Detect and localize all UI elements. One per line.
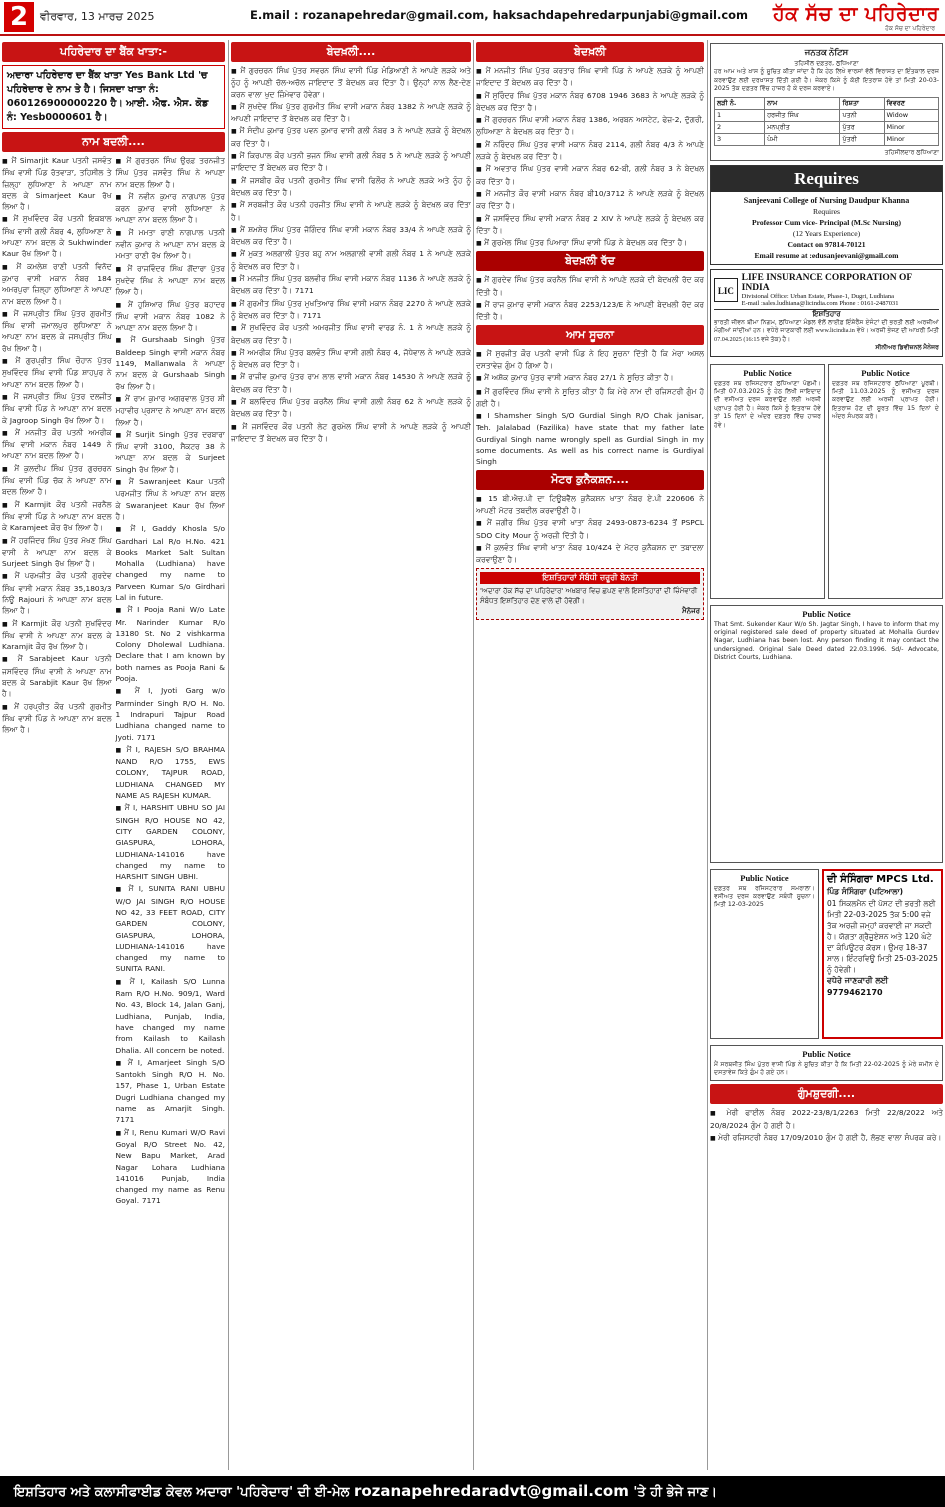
lic-address: Divisional Office: Urban Estate, Phase-1, Dugri, Ludhiana (741, 293, 895, 301)
issue-date: ਵੀਰਵਾਰ, 13 ਮਾਰਚ 2025 (40, 10, 155, 23)
list-item: ■ ਮੈਂ ਸਰਬਜੀਤ ਕੌਰ ਪਤਨੀ ਹਰਜੀਤ ਸਿੰਘ ਵਾਸੀ ਨੇ ਆਪਣੇ ਲੜਕੇ ਨੂੰ ਬੇਦਖ਼ਲ ਕਰ ਦਿੱਤਾ ਹੈ। (231, 199, 471, 223)
list-item: ■ ਮੈਂ ਅਵਤਾਰ ਸਿੰਘ ਪੁੱਤਰ ਵਾਸੀ ਮਕਾਨ ਨੰਬਰ 62-ਬੀ, ਗਲੀ ਨੰਬਰ 3 ਨੇ ਬੇਦਖ਼ਲ ਕਰ ਦਿੱਤਾ ਹੈ। (476, 163, 704, 187)
list-item: ■ ਮੈਂ ਹੁਸ਼ਿਆਰ ਸਿੰਘ ਪੁੱਤਰ ਬਹਾਦਰ ਸਿੰਘ ਵਾਸੀ ਮਕਾਨ ਨੰਬਰ 1082 ਨੇ ਆਪਣਾ ਨਾਮ ਬਦਲ ਲਿਆ ਹੈ। (116, 299, 226, 334)
list-item: ■ ਮੈਂ ਪਰਮਜੀਤ ਕੌਰ ਪਤਨੀ ਗੁਰਦੇਵ ਸਿੰਘ ਵਾਸੀ ਮਕਾਨ ਨੰਬਰ 35,1803/3 ਨਿਊ Rajouri ਨੇ ਆਪਣਾ ਨਾਮ ਬਦਲ ਲਿਆ ਹੈ। (2, 570, 112, 616)
requires-line: Requires (813, 207, 840, 217)
list-item: ■ ਮੈਂ ਜਸਵਿੰਦਰ ਕੌਰ ਪਤਨੀ ਲੇਟ ਗੁਰਮੇਲ ਸਿੰਘ ਵਾਸੀ ਨੇ ਆਪਣੇ ਲੜਕੇ ਨੂੰ ਆਪਣੀ ਜਾਇਦਾਦ ਤੋਂ ਬੇਦਖ਼ਲ ਕਰ ਦਿੱਤਾ ਹੈ। (231, 421, 471, 445)
list-item: ■ ਮੈਂ ਹਰਜਿੰਦਰ ਸਿੰਘ ਪੁੱਤਰ ਮੱਖਣ ਸਿੰਘ ਵਾਸੀ ਨੇ ਆਪਣਾ ਨਾਮ ਬਦਲ ਕੇ Surjeet Singh ਰੱਖ ਲਿਆ ਹੈ। (2, 535, 112, 570)
list-item: ■ ਮੈਂ I, Jyoti Garg w/o Parminder Singh R/O H. No. 1 Indrapuri Tajpur Road Ludhiana changed name to Jyoti. 7171 (116, 685, 226, 742)
table-cell: ਪੰਮੀ (765, 133, 840, 145)
general-notice-list (476, 348, 704, 468)
table-cell: ਮਨਪ੍ਰੀਤ (765, 121, 840, 133)
list-item: ■ ਮੈਂ ਮਨਜੀਤ ਸਿੰਘ ਪੁੱਤਰ ਕਰਤਾਰ ਸਿੰਘ ਵਾਸੀ ਪਿੰਡ ਨੇ ਆਪਣੇ ਲੜਕੇ ਨੂੰ ਆਪਣੀ ਜਾਇਦਾਦ ਤੋਂ ਬੇਦਖ਼ਲ ਕਰ ਦਿੱਤਾ ਹੈ। (476, 65, 704, 89)
list-item: ■ ਮੇਰੀ ਰਜਿਸਟਰੀ ਨੰਬਰ 17/09/2010 ਗੁੰਮ ਹੋ ਗਈ ਹੈ, ਲੱਭਣ ਵਾਲਾ ਸੰਪਰਕ ਕਰੇ। (710, 1132, 943, 1144)
list-item: ■ ਮੈਂ Gurshaab Singh ਪੁੱਤਰ Baldeep Singh ਵਾਸੀ ਮਕਾਨ ਨੰਬਰ 1149, Mallanwala ਨੇ ਆਪਣਾ ਨਾਮ ਬਦਲ ਕੇ Gurshaab Singh ਰੱਖ ਲਿਆ ਹੈ। (116, 334, 226, 391)
heirs-table (714, 97, 939, 146)
table-cell: ਪੁੱਤਰੀ (840, 133, 884, 145)
list-item: ■ ਮੈਂ ਮਨਜੀਤ ਕੌਰ ਪਤਨੀ ਅਮਰੀਕ ਸਿੰਘ ਵਾਸੀ ਮਕਾਨ ਨੰਬਰ 1449 ਨੇ ਆਪਣਾ ਨਾਮ ਬਦਲ ਲਿਆ ਹੈ। (2, 427, 112, 462)
resume-email: Email resume at :edusanjeevani@gmail.com (754, 251, 899, 261)
public-notice-text: ਦਫ਼ਤਰ ਸਬ ਰਜਿਸਟਰਾਰ ਲੁਧਿਆਣਾ ਪੂਰਬੀ। ਮਿਤੀ 11.03.2025 ਨੂੰ ਵਸੀਅਤ ਦਰਜ ਕਰਵਾਉਣ ਲਈ ਅਰਜ਼ੀ ਪ੍ਰਾਪਤ ਹੋਈ। ਇਤਰਾਜ਼ ਹੋਣ ਦੀ ਸੂਰਤ ਵਿੱਚ 15 ਦਿਨਾਂ ਦੇ ਅੰਦਰ ਸੰਪਰਕ ਕਰੋ। (832, 379, 939, 421)
list-item: ■ ਮੈਂ ਸੰਦੀਪ ਕੁਮਾਰ ਪੁੱਤਰ ਪਵਨ ਕੁਮਾਰ ਵਾਸੀ ਗਲੀ ਨੰਬਰ 3 ਨੇ ਆਪਣੇ ਲੜਕੇ ਨੂੰ ਬੇਦਖ਼ਲ ਕਰ ਦਿੱਤਾ ਹੈ। (231, 125, 471, 149)
list-item: ■ ਮੈਂ ਬਲਵਿੰਦਰ ਸਿੰਘ ਪੁੱਤਰ ਕਰਨੈਲ ਸਿੰਘ ਵਾਸੀ ਗਲੀ ਨੰਬਰ 62 ਨੇ ਆਪਣੇ ਲੜਕੇ ਨੂੰ ਬੇਦਖ਼ਲ ਕਰ ਦਿੱਤਾ ਹੈ। (231, 396, 471, 420)
page-number: 2 (4, 2, 34, 32)
list-item: ■ ਮੈਂ ਗੁਰਮੀਤ ਸਿੰਘ ਪੁੱਤਰ ਮੁਖਤਿਆਰ ਸਿੰਘ ਵਾਸੀ ਮਕਾਨ ਨੰਬਰ 2270 ਨੇ ਆਪਣੇ ਲੜਕੇ ਨੂੰ ਬੇਦਖ਼ਲ ਕਰ ਦਿੱਤਾ ਹੈ। 7171 (231, 298, 471, 322)
column-divider (473, 40, 474, 1470)
list-item: ■ ਮੈਂ ਸੁਰਿੰਦਰ ਸਿੰਘ ਪੁੱਤਰ ਮਕਾਨ ਨੰਬਰ 6708 1946 3683 ਨੇ ਆਪਣੇ ਲੜਕੇ ਨੂੰ ਬੇਦਖ਼ਲ ਕਰ ਦਿੱਤਾ ਹੈ। (476, 90, 704, 114)
list-item: ■ ਮੈਂ ਅਸ਼ੋਕ ਕੁਮਾਰ ਪੁੱਤਰ ਵਾਸੀ ਮਕਾਨ ਨੰਬਰ 27/1 ਨੇ ਸੂਚਿਤ ਕੀਤਾ ਹੈ। (476, 372, 704, 384)
list-item: ■ ਮੈਂ ਮਨਜੀਤ ਕੌਰ ਵਾਸੀ ਮਕਾਨ ਨੰਬਰ ਬੀ10/3712 ਨੇ ਆਪਣੇ ਲੜਕੇ ਨੂੰ ਬੇਦਖ਼ਲ ਕਰ ਦਿੱਤਾ ਹੈ। (476, 188, 704, 212)
table-header-cell: ਨਾਮ (765, 97, 840, 109)
list-item: ■ ਮੈਂ ਗੁਰਮੇਲ ਸਿੰਘ ਪੁੱਤਰ ਪਿਆਰਾ ਸਿੰਘ ਵਾਸੀ ਪਿੰਡ ਨੇ ਬੇਦਖ਼ਲ ਕਰ ਦਿੱਤਾ ਹੈ। (476, 237, 704, 249)
disinheritance-list-2 (476, 65, 704, 249)
bank-details: ਅਦਾਰਾ ਪਹਿਰੇਦਾਰ ਦਾ ਬੈਂਕ ਖਾਤਾ Yes Bank Ltd 'ਚ ਪਹਿਰੇਦਾਰ ਦੇ ਨਾਮ ਤੇ ਹੈ। ਜਿਸਦਾ ਖਾਤਾ ਨੰ: 060126900000220 ਹੈ। ਆਈ. ਐਫ. ਐਸ. ਕੋਡ ਨੰ: Yesb0000601 ਹੈ। (2, 65, 225, 129)
list-item: ■ I Shamsher Singh S/O Gurdial Singh R/O Chak janisar, Teh. Jalalabad (Fazilika) have state that my father late Gurdiyal Singh name wrongly spell as Gurdial Singh in my some documents. As well as his correct name is Gurdiyal Singh (476, 410, 704, 467)
page-footer (0, 1476, 945, 1507)
list-item: ■ ਮੈਂ I, HARSHIT UBHU SO JAI SINGH R/O HOUSE NO 42, CITY GARDEN COLONY, GIASPURA, LOHORA, LUDHIANA-141016 have changed my name to HARSHIT SINGH UBHI. (116, 802, 226, 882)
list-item: ■ ਮੈਂ ਨਰਿੰਦਰ ਸਿੰਘ ਪੁੱਤਰ ਵਾਸੀ ਮਕਾਨ ਨੰਬਰ 2114, ਗਲੀ ਨੰਬਰ 4/3 ਨੇ ਆਪਣੇ ਲੜਕੇ ਨੂੰ ਬੇਦਖ਼ਲ ਕਰ ਦਿੱਤਾ ਹੈ। (476, 139, 704, 163)
list-item: ■ ਮੈਂ I, Amarjeet Singh S/O Santokh Singh R/O H. No. 157, Phase 1, Urban Estate Dugri Ludhiana changed my name as Amarjit Singh. 7171 (116, 1057, 226, 1126)
list-item: ■ ਮੈਂ ਰਾਜੀਵ ਕੁਮਾਰ ਪੁੱਤਰ ਰਾਮ ਲਾਲ ਵਾਸੀ ਮਕਾਨ ਨੰਬਰ 14530 ਨੇ ਆਪਣੇ ਲੜਕੇ ਨੂੰ ਬੇਦਖ਼ਲ ਕਰ ਦਿੱਤਾ ਹੈ। (231, 371, 471, 395)
column-divider (228, 40, 229, 1470)
table-header-cell: ਰਿਸ਼ਤਾ (840, 97, 884, 109)
list-item: ■ ਮੈਂ ਮਮਤਾ ਰਾਣੀ ਨਾਗਪਾਲ ਪਤਨੀ ਨਵੀਨ ਕੁਮਾਰ ਨੇ ਆਪਣਾ ਨਾਮ ਬਦਲ ਕੇ ਮਮਤਾ ਰਾਣੀ ਰੱਖ ਲਿਆ ਹੈ। (116, 227, 226, 262)
list-item: ■ ਮੈਂ ਕਿਰਪਾਲ ਕੌਰ ਪਤਨੀ ਭਜਨ ਸਿੰਘ ਵਾਸੀ ਗਲੀ ਨੰਬਰ 5 ਨੇ ਆਪਣੇ ਲੜਕੇ ਨੂੰ ਆਪਣੀ ਜਾਇਦਾਦ ਤੋਂ ਬੇਦਖ਼ਲ ਕਰ ਦਿੱਤਾ ਹੈ। (231, 150, 471, 174)
lic-notice-label: ਇਸ਼ਤਿਹਾਰ (714, 309, 939, 319)
list-item: ■ ਮੈਂ ਅਮਰੀਕ ਸਿੰਘ ਪੁੱਤਰ ਬਲਵੰਤ ਸਿੰਘ ਵਾਸੀ ਗਲੀ ਨੰਬਰ 4, ਜੋਧੇਵਾਲ ਨੇ ਆਪਣੇ ਲੜਕੇ ਨੂੰ ਬੇਦਖ਼ਲ ਕਰ ਦਿੱਤਾ ਹੈ। (231, 347, 471, 371)
disinheritance-heading-2: ਬੇਦਖ਼ਲੀ (476, 42, 704, 62)
public-notice-text: ਮੈਂ ਸਰਬਜੀਤ ਸਿੰਘ ਪੁੱਤਰ ਵਾਸੀ ਪਿੰਡ ਨੇ ਸੂਚਿਤ ਕੀਤਾ ਹੈ ਕਿ ਮਿਤੀ 22-02-2025 ਨੂੰ ਮੇਰੇ ਜ਼ਮੀਨ ਦੇ ਦਸਤਾਵੇਜ਼ ਕਿਤੇ ਗੁੰਮ ਹੋ ਗਏ ਹਨ। (714, 1060, 939, 1077)
tehsil-notice-sub: ਤਹਿਸੀਲ ਦਫ਼ਤਰ, ਲੁਧਿਆਣਾ (794, 60, 859, 67)
disinheritance-heading: ਬੇਦਖ਼ਲੀ.... (231, 42, 471, 62)
table-row (715, 133, 939, 145)
name-change-list-left (2, 155, 112, 1208)
table-cell: Widow (884, 109, 938, 121)
header-email: E.mail : rozanapehredar@gmail.com, haksachdapehredarpunjabi@gmail.com (250, 8, 749, 22)
column-disinheritance (231, 40, 471, 1470)
table-cell: Minor (884, 121, 938, 133)
lic-advert (710, 269, 943, 357)
public-notice-1 (710, 364, 825, 599)
list-item: ■ ਮੈਂ ਰਾਮ ਕੁਮਾਰ ਅਗਰਵਾਲ ਪੁੱਤਰ ਸ਼ੀ ਮਹਾਵੀਰ ਪ੍ਰਸਾਦ ਨੇ ਆਪਣਾ ਨਾਮ ਬਦਲ ਲਿਆ ਹੈ। (116, 393, 226, 428)
general-notice-heading: ਆਮ ਸੂਚਨਾ (476, 325, 704, 345)
footer-email[interactable]: rozanapehredaradvt@gmail.com (353, 1482, 629, 1500)
list-item: ■ 15 ਬੀ.ਐਚ.ਪੀ ਦਾ ਟਿਊਬਵੈੱਲ ਕੁਨੈਕਸ਼ਨ ਖਾਤਾ ਨੰਬਰ ਏ.ਪੀ 220606 ਨੇ ਆਪਣੀ ਮੋਟਰ ਤਬਦੀਲ ਕਰਵਾਉਣੀ ਹੈ। (476, 493, 704, 517)
disclaimer-text: 'ਅਦਾਰਾ ਹੱਕ ਸੱਚ ਦਾ ਪਹਿਰੇਦਾਰ' ਅਖ਼ਬਾਰ ਵਿਚ ਛਪਣ ਵਾਲੇ ਇਸ਼ਤਿਹਾਰਾਂ ਦੀ ਜ਼ਿੰਮੇਵਾਰੀ ਸੰਬੰਧਤ ਇਸ਼ਤਿਹਾਰ ਦੇਣ ਵਾਲੇ ਦੀ ਹੋਵੇਗੀ। (480, 587, 698, 606)
list-item: ■ ਮੈਂ Karmjit ਕੌਰ ਪਤਨੀ ਜਰਨੈਲ ਸਿੰਘ ਵਾਸੀ ਪਿੰਡ ਨੇ ਆਪਣਾ ਨਾਮ ਬਦਲ ਕੇ Karamjeet ਕੌਰ ਰੱਖ ਲਿਆ ਹੈ। (2, 499, 112, 534)
list-item: ■ ਮੈਂ ਸ਼ਮਸ਼ੇਰ ਸਿੰਘ ਪੁੱਤਰ ਜੋਗਿੰਦਰ ਸਿੰਘ ਵਾਸੀ ਮਕਾਨ ਨੰਬਰ 33/4 ਨੇ ਆਪਣੇ ਲੜਕੇ ਨੂੰ ਬੇਦਖ਼ਲ ਕਰ ਦਿੱਤਾ ਹੈ। (231, 224, 471, 248)
footer-text: ਇਸ਼ਤਿਹਾਰ ਅਤੇ ਕਲਾਸੀਫਾਈਡ ਕੇਵਲ ਅਦਾਰਾ 'ਪਹਿਰੇਦਾਰ' ਦੀ ਈ-ਮੇਲ (14, 1485, 350, 1500)
footer-tail: 'ਤੇ ਹੀ ਭੇਜੇ ਜਾਣ। (633, 1485, 718, 1500)
lic-text: ਭਾਰਤੀ ਜੀਵਨ ਬੀਮਾ ਨਿਗਮ, ਲੁਧਿਆਣਾ ਮੰਡਲ ਵੱਲੋਂ ਲਾਈਫ਼ ਇੰਸ਼ੋਰੈਂਸ ਏਜੰਟਾਂ ਦੀ ਭਰਤੀ ਲਈ ਅਰਜ਼ੀਆਂ ਮੰਗੀਆਂ ਜਾਂਦੀਆਂ ਹਨ। ਵਧੇਰੇ ਜਾਣਕਾਰੀ ਲਈ www.licindia.in ਵੇਖੋ। ਅਰਜ਼ੀ ਭੇਜਣ ਦੀ ਆਖ਼ਰੀ ਮਿਤੀ 07.04.2025 (16:15 ਵਜੇ ਤੱਕ) ਹੈ। (714, 319, 939, 343)
list-item: ■ ਮੈਂ ਗੁਰਪ੍ਰੀਤ ਸਿੰਘ ਚੌਹਾਨ ਪੁੱਤਰ ਸੁਖਵਿੰਦਰ ਸਿੰਘ ਵਾਸੀ ਪਿੰਡ ਸ਼ਾਹਪੁਰ ਨੇ ਆਪਣਾ ਨਾਮ ਬਦਲ ਲਿਆ ਹੈ। (2, 355, 112, 390)
masthead-logo: ਹੱਕ ਸੱਚ ਦਾ ਪਹਿਰੇਦਾਰ (772, 3, 939, 25)
post-name: Professor Cum vice- Principal (M.Sc Nursing) (751, 218, 902, 228)
public-notice-3 (710, 605, 943, 863)
list-item: ■ ਮੈਂ ਕੁਲਵੰਤ ਸਿੰਘ ਵਾਸੀ ਖਾਤਾ ਨੰਬਰ 10/4Z4 ਦੇ ਮੋਟਰ ਕੁਨੈਕਸ਼ਨ ਦਾ ਤਬਾਦਲਾ ਕਰਵਾਉਣਾ ਹੈ। (476, 542, 704, 566)
list-item: ■ ਮੈਂ ਗੁਰਤਰਨ ਸਿੰਘ ਉਰਫ਼ ਤਰਨਜੀਤ ਸਿੰਘ ਪੁੱਤਰ ਜਸਵੰਤ ਸਿੰਘ ਨੇ ਆਪਣਾ ਨਾਮ ਬਦਲ ਲਿਆ ਹੈ। (116, 155, 226, 190)
list-item: ■ ਮੈਂ I Pooja Rani W/o Late Mr. Narinder Kumar R/o 13180 St. No 2 vishkarma Colony Dholewal Ludhiana. Declare that I am known by both names as Pooja Rani & Pooja. (116, 604, 226, 684)
table-cell: Minor (884, 133, 938, 145)
list-item: ■ ਮੈਂ ਗੁਰਚਰਨ ਸਿੰਘ ਪੁੱਤਰ ਸਵਰਨ ਸਿੰਘ ਵਾਸੀ ਪਿੰਡ ਮੰਡਿਆਣੀ ਨੇ ਆਪਣੇ ਲੜਕੇ ਅਤੇ ਨੂੰਹ ਨੂੰ ਆਪਣੀ ਚੱਲ-ਅਚੱਲ ਜਾਇਦਾਦ ਤੋਂ ਬੇਦਖ਼ਲ ਕਰ ਦਿੱਤਾ ਹੈ। ਉਨ੍ਹਾਂ ਨਾਲ ਲੈਣ-ਦੇਣ ਕਰਨ ਵਾਲਾ ਖੁਦ ਜ਼ਿੰਮੇਵਾਰ ਹੋਵੇਗਾ। (231, 65, 471, 100)
list-item: ■ ਮੈਂ ਜਗੀਰ ਸਿੰਘ ਪੁੱਤਰ ਵਾਸੀ ਖਾਤਾ ਨੰਬਰ 2493-0873-6234 ਤੋਂ PSPCL SDO City Mour ਨੂੰ ਅਰਜ਼ੀ ਦਿੱਤੀ ਹੈ। (476, 517, 704, 541)
disinheritance-cancel-heading: ਬੇਦਖ਼ਲੀ ਰੱਦ (476, 251, 704, 271)
table-cell: 1 (715, 109, 765, 121)
list-item: ■ ਮੈਂ ਜਸਬੀਰ ਕੌਰ ਪਤਨੀ ਗੁਰਮੀਤ ਸਿੰਘ ਵਾਸੀ ਫਿਲੌਰ ਨੇ ਆਪਣੇ ਲੜਕੇ ਅਤੇ ਨੂੰਹ ਨੂੰ ਬੇਦਖ਼ਲ ਕਰ ਦਿੱਤਾ ਹੈ। (231, 175, 471, 199)
public-notice-title: Public Notice (740, 872, 789, 883)
list-item: ■ ਮੈਂ I, SUNITA RANI UBHU W/O JAI SINGH R/O HOUSE NO 42, 33 FEET ROAD, CITY GARDEN COLONY, GIASPURA, LOHORA, LUDHIANA-141016 have changed my name to SUNITA RANI. (116, 883, 226, 974)
list-item: ■ ਮੈਂ ਗੁਰਚਰਨ ਸਿੰਘ ਵਾਸੀ ਮਕਾਨ ਨੰਬਰ 1386, ਅਰਬਨ ਅਸਟੇਟ, ਫੇਜ਼-2, ਦੁੱਗਰੀ, ਲੁਧਿਆਣਾ ਨੇ ਬੇਦਖ਼ਲ ਕਰ ਦਿੱਤਾ ਹੈ। (476, 114, 704, 138)
mpcs-title: ਦੀ ਸੰਸਿੰਗਰਾ MPCS Ltd. (826, 873, 934, 885)
list-item: ■ ਮੈਂ ਸੁਖਵਿੰਦਰ ਕੌਰ ਪਤਨੀ ਇਕਬਾਲ ਸਿੰਘ ਵਾਸੀ ਗਲੀ ਨੰਬਰ 4, ਲੁਧਿਆਣਾ ਨੇ ਆਪਣਾ ਨਾਮ ਬਦਲ ਕੇ Sukhwinder Kaur ਰੱਖ ਲਿਆ ਹੈ। (2, 213, 112, 259)
list-item: ■ ਮੈਂ Sawranjeet Kaur ਪਤਨੀ ਪਰਮਜੀਤ ਸਿੰਘ ਨੇ ਆਪਣਾ ਨਾਮ ਬਦਲ ਕੇ Swaranjeet Kaur ਰੱਖ ਲਿਆ ਹੈ। (116, 476, 226, 522)
list-item: ■ ਮੈਂ ਜਸਪ੍ਰੀਤ ਸਿੰਘ ਪੁੱਤਰ ਗੁਰਮੀਤ ਸਿੰਘ ਵਾਸੀ ਜਮਾਲਪੁਰ ਲੁਧਿਆਣਾ ਨੇ ਆਪਣਾ ਨਾਮ ਬਦਲ ਕੇ ਜਸਪ੍ਰੀਤ ਸਿੰਘ ਰੱਖ ਲਿਆ ਹੈ। (2, 308, 112, 354)
list-item: ■ ਮੈਂ Surjit Singh ਪੁੱਤਰ ਦਰਬਾਰਾ ਸਿੰਘ ਵਾਸੀ 3100, ਸੈਕਟਰ 38 ਨੇ ਆਪਣਾ ਨਾਮ ਬਦਲ ਕੇ Surjeet Singh ਰੱਖ ਲਿਆ ਹੈ। (116, 429, 226, 475)
motor-connection-list (476, 493, 704, 566)
public-notice-text: ਦਫ਼ਤਰ ਸਬ ਰਜਿਸਟਰਾਰ ਸਮਰਾਲਾ। ਵਸੀਅਤ ਦਰਜ ਕਰਵਾਉਣ ਸਬੰਧੀ ਸੂਚਨਾ। ਮਿਤੀ 12-03-2025 (714, 884, 815, 909)
public-notice-title: Public Notice (802, 608, 851, 619)
column-ads (710, 40, 943, 1470)
list-item: ■ ਮੈਂ ਮਨਜੀਤ ਸਿੰਘ ਪੁੱਤਰ ਬਲਵੀਰ ਸਿੰਘ ਵਾਸੀ ਮਕਾਨ ਨੰਬਰ 1136 ਨੇ ਆਪਣੇ ਲੜਕੇ ਨੂੰ ਬੇਦਖ਼ਲ ਕਰ ਦਿੱਤਾ ਹੈ। 7171 (231, 273, 471, 297)
public-notice-title: Public Notice (802, 1048, 851, 1059)
list-item: ■ ਮੈਂ ਗੁਰਦੇਵ ਸਿੰਘ ਪੁੱਤਰ ਕਰਨੈਲ ਸਿੰਘ ਵਾਸੀ ਨੇ ਆਪਣੇ ਲੜਕੇ ਦੀ ਬੇਦਖ਼ਲੀ ਰੱਦ ਕਰ ਦਿੱਤੀ ਹੈ। (476, 274, 704, 298)
lic-contact: E-mail :sales.ludhiana@licindia.com Phone : 0161-2487031 (741, 300, 899, 308)
list-item: ■ ਮੈਂ Karmjit ਕੌਰ ਪਤਨੀ ਸੁਖਵਿੰਦਰ ਸਿੰਘ ਵਾਸੀ ਨੇ ਆਪਣਾ ਨਾਮ ਬਦਲ ਕੇ Karamjit ਕੌਰ ਰੱਖ ਲਿਆ ਹੈ। (2, 618, 112, 653)
list-item: ■ ਮੈਂ ਗੁਰਵਿੰਦਰ ਸਿੰਘ ਵਾਸੀ ਨੇ ਸੂਚਿਤ ਕੀਤਾ ਹੈ ਕਿ ਮੇਰੇ ਨਾਮ ਦੀ ਰਜਿਸਟਰੀ ਗੁੰਮ ਹੋ ਗਈ ਹੈ। (476, 386, 704, 410)
public-notice-text: That Smt. Sukender Kaur W/o Sh. Jagtar Singh, I have to inform that my original registered sale deed of property situated at Mohalla Gurdev Nagar, Ludhiana has been lost. Any person finding it may contact the undersigned. Original Sale Deed dated 22.03.1996. Sd/- Advocate, District Courts, Ludhiana. (714, 620, 939, 662)
list-item: ■ ਮੈਂ ਹਰਪ੍ਰੀਤ ਕੌਰ ਪਤਨੀ ਗੁਰਮੀਤ ਸਿੰਘ ਵਾਸੀ ਪਿੰਡ ਨੇ ਆਪਣਾ ਨਾਮ ਬਦਲ ਲਿਆ ਹੈ। (2, 701, 112, 736)
table-row (715, 109, 939, 121)
requires-heading: Requires (711, 166, 942, 192)
table-cell: 2 (715, 121, 765, 133)
list-item: ■ ਮੈਂ ਸੁਰਜੀਤ ਕੌਰ ਪਤਨੀ ਵਾਸੀ ਪਿੰਡ ਨੇ ਇਹ ਸੂਚਨਾ ਦਿੱਤੀ ਹੈ ਕਿ ਮੇਰਾ ਅਸਲ ਦਸਤਾਵੇਜ਼ ਗੁੰਮ ਹੋ ਗਿਆ ਹੈ। (476, 348, 704, 372)
list-item: ■ ਮੈਂ I, RAJESH S/O BRAHMA NAND R/O 1755, EWS COLONY, TAJPUR ROAD, LUDHIANA CHANGED MY NAME AS RAJESH KUMAR. (116, 744, 226, 801)
table-cell: 3 (715, 133, 765, 145)
mpcs-contact: ਵਧੇਰੇ ਜਾਣਕਾਰੀ ਲਈ 9779462170 (826, 975, 889, 997)
mpcs-recruitment-ad (822, 869, 943, 1039)
column-divider (707, 40, 708, 1470)
list-item: ■ ਮੇਰੀ ਫਾਈਲ ਨੰਬਰ 2022-23/8/1/2263 ਮਿਤੀ 22/8/2022 ਅਤੇ 20/8/2024 ਗੁੰਮ ਹੋ ਗਈ ਹੈ। (710, 1107, 943, 1131)
list-item: ■ ਮੈਂ ਸੁਖਦੇਵ ਸਿੰਘ ਪੁੱਤਰ ਗੁਰਮੀਤ ਸਿੰਘ ਵਾਸੀ ਮਕਾਨ ਨੰਬਰ 1382 ਨੇ ਆਪਣੇ ਲੜਕੇ ਨੂੰ ਆਪਣੀ ਜਾਇਦਾਦ ਤੋਂ ਬੇਦਖ਼ਲ ਕਰ ਦਿੱਤਾ ਹੈ। (231, 101, 471, 125)
list-item: ■ ਮੈਂ ਕਮਲੇਸ਼ ਰਾਣੀ ਪਤਨੀ ਵਿਨੋਦ ਕੁਮਾਰ ਵਾਸੀ ਮਕਾਨ ਨੰਬਰ 184 ਅਮਰਪੁਰਾ ਜ਼ਿਲ੍ਹਾ ਲੁਧਿਆਣਾ ਨੇ ਆਪਣਾ ਨਾਮ ਬਦਲ ਲਿਆ ਹੈ। (2, 261, 112, 307)
public-notice-2 (828, 364, 943, 599)
experience: (12 Years Experience) (792, 229, 861, 239)
table-header-cell: ਵਿਵਰਣ (884, 97, 938, 109)
list-item: ■ ਮੈਂ ਮੁਕਤ ਅਲਗਾਲੀ ਪੁੱਤਰ ਬਹੁ ਨਾਮ ਅਲਗਾਲੀ ਵਾਸੀ ਗਲੀ ਨੰਬਰ 1 ਨੇ ਆਪਣੇ ਲੜਕੇ ਨੂੰ ਬੇਦਖ਼ਲ ਕਰ ਦਿੱਤਾ ਹੈ। (231, 248, 471, 272)
table-header-cell: ਲੜੀ ਨੰ. (715, 97, 765, 109)
disinheritance-list (231, 65, 471, 444)
college-name: Sanjeevani College of Nursing Daudpur Khanna (743, 196, 910, 206)
list-item: ■ ਮੈਂ ਜਸਪ੍ਰੀਤ ਸਿੰਘ ਪੁੱਤਰ ਦਲਜੀਤ ਸਿੰਘ ਵਾਸੀ ਪਿੰਡ ਨੇ ਆਪਣਾ ਨਾਮ ਬਦਲ ਕੇ Jagroop Singh ਰੱਖ ਲਿਆ ਹੈ। (2, 391, 112, 426)
list-item: ■ ਮੈਂ ਰਾਜ ਕੁਮਾਰ ਵਾਸੀ ਮਕਾਨ ਨੰਬਰ 2253/123/E ਨੇ ਆਪਣੀ ਬੇਦਖ਼ਲੀ ਰੱਦ ਕਰ ਦਿੱਤੀ ਹੈ। (476, 299, 704, 323)
public-notice-4 (710, 869, 819, 1039)
tehsil-notice-text: ਹਰ ਆਮ ਅਤੇ ਖ਼ਾਸ ਨੂੰ ਸੂਚਿਤ ਕੀਤਾ ਜਾਂਦਾ ਹੈ ਕਿ ਹੇਠ ਲਿਖੇ ਵਾਰਸਾਂ ਵੱਲੋਂ ਵਿਰਾਸਤ ਦਾ ਇੰਤਕਾਲ ਦਰਜ ਕਰਵਾਉਣ ਲਈ ਦਰਖ਼ਾਸਤ ਦਿੱਤੀ ਗਈ ਹੈ। ਜੇਕਰ ਕਿਸੇ ਨੂੰ ਕੋਈ ਇਤਰਾਜ਼ ਹੋਵੇ ਤਾਂ ਮਿਤੀ 20-03-2025 ਤੱਕ ਦਫ਼ਤਰ ਵਿੱਚ ਹਾਜ਼ਰ ਹੋ ਕੇ ਦਰਜ ਕਰਵਾਏ। (714, 68, 939, 93)
public-notice-text: ਦਫ਼ਤਰ ਸਬ ਰਜਿਸਟਰਾਰ ਲੁਧਿਆਣਾ ਪੱਛਮੀ। ਮਿਤੀ 07.03.2025 ਨੂੰ ਹੇਠ ਲਿਖੀ ਜਾਇਦਾਦ ਦੀ ਵਸੀਅਤ ਦਰਜ ਕਰਵਾਉਣ ਲਈ ਅਰਜ਼ੀ ਪ੍ਰਾਪਤ ਹੋਈ ਹੈ। ਜੇਕਰ ਕਿਸੇ ਨੂੰ ਇਤਰਾਜ਼ ਹੋਵੇ ਤਾਂ 15 ਦਿਨਾਂ ਦੇ ਅੰਦਰ ਦਫ਼ਤਰ ਵਿੱਚ ਹਾਜ਼ਰ ਹੋਵੇ। (714, 379, 821, 429)
column-notices (476, 40, 704, 1470)
lost-heading: ਗੁੰਮਸ਼ੁਦਗੀ.... (710, 1084, 943, 1104)
list-item: ■ ਮੈਂ ਕੁਲਦੀਪ ਸਿੰਘ ਪੁੱਤਰ ਗੁਰਚਰਨ ਸਿੰਘ ਵਾਸੀ ਪਿੰਡ ਚੱਕ ਨੇ ਆਪਣਾ ਨਾਮ ਬਦਲ ਲਿਆ ਹੈ। (2, 463, 112, 498)
list-item: ■ ਮੈਂ ਸੁਖਵਿੰਦਰ ਕੌਰ ਪਤਨੀ ਅਮਰਜੀਤ ਸਿੰਘ ਵਾਸੀ ਵਾਰਡ ਨੰ. 1 ਨੇ ਆਪਣੇ ਲੜਕੇ ਨੂੰ ਬੇਦਖ਼ਲ ਕਰ ਦਿੱਤਾ ਹੈ। (231, 322, 471, 346)
table-cell: ਪੁੱਤਰ (840, 121, 884, 133)
motor-connection-heading: ਮੋਟਰ ਕੁਨੈਕਸ਼ਨ.... (476, 470, 704, 490)
list-item: ■ ਮੈਂ ਨਵੀਨ ਕੁਮਾਰ ਨਾਗਪਾਲ ਪੁੱਤਰ ਕਰਨ ਕੁਮਾਰ ਵਾਸੀ ਲੁਧਿਆਣਾ ਨੇ ਆਪਣਾ ਨਾਮ ਬਦਲ ਲਿਆ ਹੈ। (116, 191, 226, 226)
page-header (0, 0, 945, 36)
tehsil-notice-sign: ਤਹਿਸੀਲਦਾਰ ਲੁਧਿਆਣਾ (884, 148, 939, 156)
tehsil-notice (710, 43, 943, 161)
lic-title: LIFE INSURANCE CORPORATION OF INDIA (741, 273, 912, 294)
list-item: ■ ਮੈਂ I, Gaddy Khosla S/o Gardhari Lal R/o H.No. 421 Books Market Salt Sultan Mohalla (Ludhiana) have changed my name to Parveen Kumar S/o Girdhari Lal in future. (116, 523, 226, 603)
list-item: ■ ਮੈਂ I, Kailash S/O Lunna Ram R/O H.No. 909/1, Ward No. 43, Block 14, Jalan Ganj, Ludhiana, Punjab, India, have changed my name from Kailash to Kailash Dhalia. All concern be noted. (116, 976, 226, 1056)
bank-heading: ਪਹਿਰੇਦਾਰ ਦਾ ਬੈਂਕ ਖਾਤਾ:- (2, 42, 225, 62)
public-notice-title: Public Notice (743, 367, 792, 378)
advert-disclaimer-box (476, 568, 704, 620)
name-change-heading: ਨਾਮ ਬਦਲੀ.... (2, 132, 225, 152)
name-change-list-right (116, 155, 226, 1208)
disclaimer-heading: ਇਸ਼ਤਿਹਾਰਾਂ ਸੰਬੰਧੀ ਜ਼ਰੂਰੀ ਬੇਨਤੀ (480, 572, 700, 584)
public-notice-5 (710, 1045, 943, 1082)
list-item: ■ ਮੈਂ I, Renu Kumari W/O Ravi Goyal R/O Street No. 42, New Bapu Market, Arad Nagar Lohara Ludhiana 141016 Punjab, India changed my name as Renu Goyal. 7171 (116, 1127, 226, 1207)
tehsil-notice-title: ਜਨਤਕ ਨੋਟਿਸ (804, 47, 849, 57)
contact-number: Contact on 97814-70121 (787, 240, 866, 250)
lost-list (710, 1107, 943, 1144)
list-item: ■ ਮੈਂ Sarabjeet Kaur ਪਤਨੀ ਜਸਵਿੰਦਰ ਸਿੰਘ ਵਾਸੀ ਨੇ ਆਪਣਾ ਨਾਮ ਬਦਲ ਕੇ Sarabjit Kaur ਰੱਖ ਲਿਆ ਹੈ। (2, 653, 112, 699)
table-row (715, 121, 939, 133)
lic-logo-icon: LIC (714, 278, 738, 302)
public-notice-title: Public Notice (861, 367, 910, 378)
table-cell: ਹਰਜੀਤ ਸਿੰਘ (765, 109, 840, 121)
mpcs-text: 01 ਸਿਕਲਮੈਨ ਦੀ ਪੋਸਟ ਦੀ ਭਰਤੀ ਲਈ ਮਿਤੀ 22-03-2025 ਤੱਕ 5:00 ਵਜੇ ਤੱਕ ਅਰਜ਼ੀ ਜਮ੍ਹਾਂ ਕਰਵਾਈ ਜਾ ਸਕਦੀ ਹੈ। ਯੋਗਤਾ ਗ੍ਰੈਜੂਏਸ਼ਨ ਅਤੇ 120 ਘੰਟੇ ਦਾ ਕੰਪਿਊਟਰ ਕੋਰਸ। ਉਮਰ 18-37 ਸਾਲ। ਇੰਟਰਵਿਊ ਮਿਤੀ 25-03-2025 ਨੂੰ ਹੋਵੇਗੀ। (826, 898, 938, 974)
list-item: ■ ਮੈਂ ਰਾਜਵਿੰਦਰ ਸਿੰਘ ਗੋਂਦਾਰਾ ਪੁੱਤਰ ਸੁਖਦੇਵ ਸਿੰਘ ਨੇ ਆਪਣਾ ਨਾਮ ਬਦਲ ਲਿਆ ਹੈ। (116, 263, 226, 298)
mpcs-sub: ਪਿੰਡ ਸੰਸਿੰਗਰਾ (ਪਟਿਆਲਾ) (826, 886, 904, 896)
requires-advert (710, 165, 943, 265)
column-name-change (2, 40, 225, 1470)
lic-sign: ਸੀਨੀਅਰ ਡਿਵੀਜ਼ਨਲ ਮੈਨੇਜਰ (875, 344, 939, 352)
disclaimer-sign: ਮੈਨੇਜਰ (682, 607, 700, 616)
masthead-sub: ਹੱਕ ਸੱਚ ਦਾ ਪਹਿਰੇਦਾਰ (885, 25, 935, 32)
table-cell: ਪਤਨੀ (840, 109, 884, 121)
list-item: ■ ਮੈਂ ਜਸਵਿੰਦਰ ਸਿੰਘ ਵਾਸੀ ਮਕਾਨ ਨੰਬਰ 2 XIV ਨੇ ਆਪਣੇ ਲੜਕੇ ਨੂੰ ਬੇਦਖ਼ਲ ਕਰ ਦਿੱਤਾ ਹੈ। (476, 213, 704, 237)
disinheritance-cancel-list (476, 274, 704, 322)
list-item: ■ ਮੈਂ Simarjit Kaur ਪਤਨੀ ਜਸਵੰਤ ਸਿੰਘ ਵਾਸੀ ਪਿੰਡ ਰੱਤਵਾੜਾ, ਤਹਿਸੀਲ ਤੇ ਜ਼ਿਲ੍ਹਾ ਲੁਧਿਆਣਾ ਨੇ ਆਪਣਾ ਨਾਮ ਬਦਲ ਕੇ Simarjeet Kaur ਰੱਖ ਲਿਆ ਹੈ। (2, 155, 112, 212)
